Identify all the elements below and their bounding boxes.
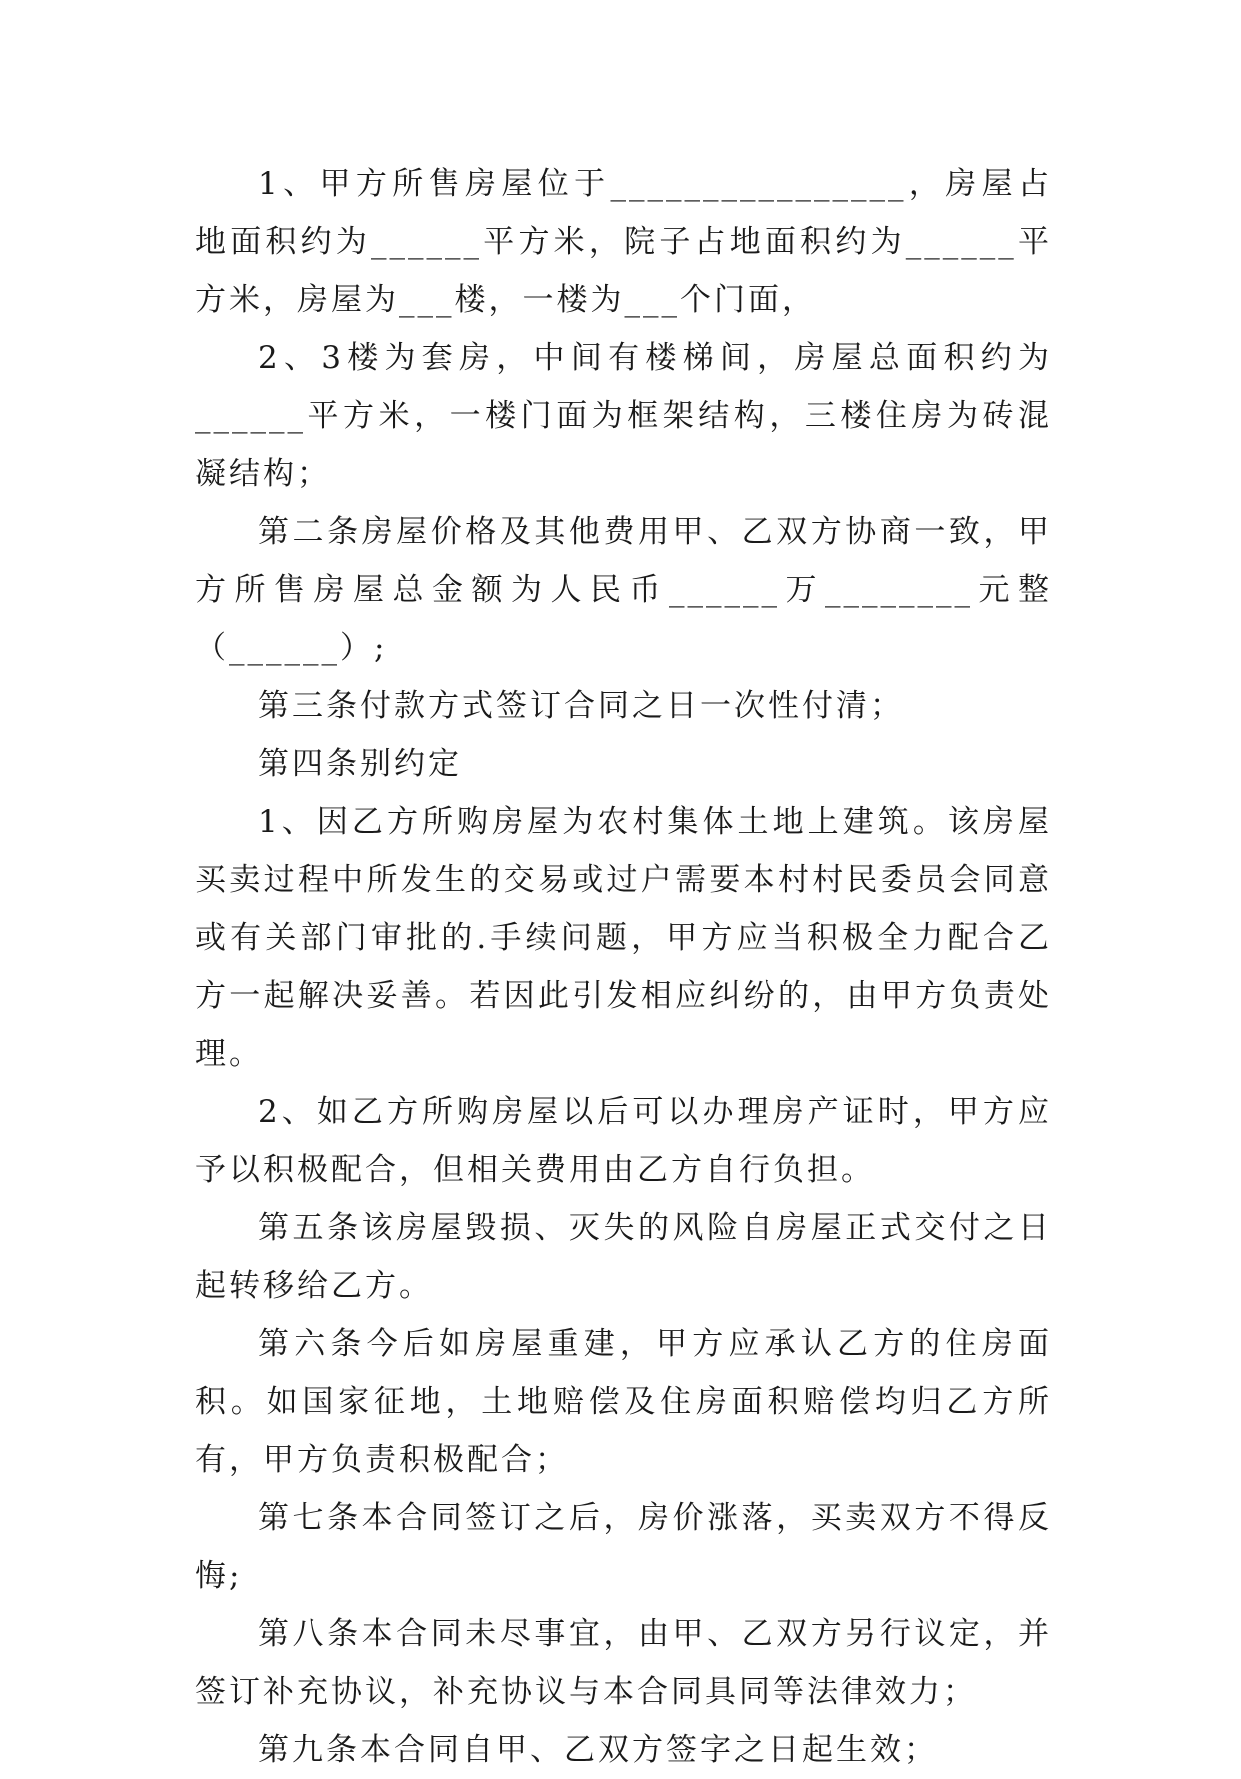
paragraph-article-5-risk: 第五条该房屋毁损、灭失的风险自房屋正式交付之日起转移给乙方。 (195, 1210, 1052, 1304)
paragraph-article-8-supplement: 第八条本合同未尽事宜，由甲、乙双方另行议定，并签订补充协议，补充协议与本合同具同等法律效力； (195, 1616, 1052, 1710)
document-body (195, 155, 1052, 1779)
paragraph-structure: 2、3楼为套房，中间有楼梯间，房屋总面积约为______平方米，一楼门面为框架结构，三楼住房为砖混凝结构； (195, 340, 1052, 492)
paragraph-article-9-effective: 第九条本合同自甲、乙双方签字之日起生效； (258, 1732, 938, 1768)
paragraph-article-6-rebuild: 第六条今后如房屋重建，甲方应承认乙方的住房面积。如国家征地，土地赔偿及住房面积赔偿均归乙方所有，甲方负责积极配合； (195, 1326, 1052, 1478)
paragraph-article-4-heading: 第四条别约定 (258, 746, 462, 782)
paragraph-location-area: 1、甲方所售房屋位于________________，房屋占地面积约为______平方米，院子占地面积约为______平方米，房屋为___楼，一楼为___个门面， (195, 166, 1052, 318)
paragraph-article-2-price: 第二条房屋价格及其他费用甲、乙双方协商一致，甲方所售房屋总金额为人民币______万________元整（______）; (195, 514, 1052, 666)
paragraph-article-4-item-2: 2、如乙方所购房屋以后可以办理房产证时，甲方应予以积极配合，但相关费用由乙方自行负担。 (195, 1094, 1052, 1188)
paragraph-article-4-item-1: 1、因乙方所购房屋为农村集体土地上建筑。该房屋买卖过程中所发生的交易或过户需要本村村民委员会同意或有关部门审批的.手续问题，甲方应当积极全力配合乙方一起解决妥善。若因此引发相应纠纷的，由甲方负责处理。 (195, 804, 1052, 1072)
paragraph-article-3-payment: 第三条付款方式签订合同之日一次性付清； (258, 688, 904, 724)
paragraph-article-7-price-change: 第七条本合同签订之后，房价涨落，买卖双方不得反悔; (195, 1500, 1052, 1594)
